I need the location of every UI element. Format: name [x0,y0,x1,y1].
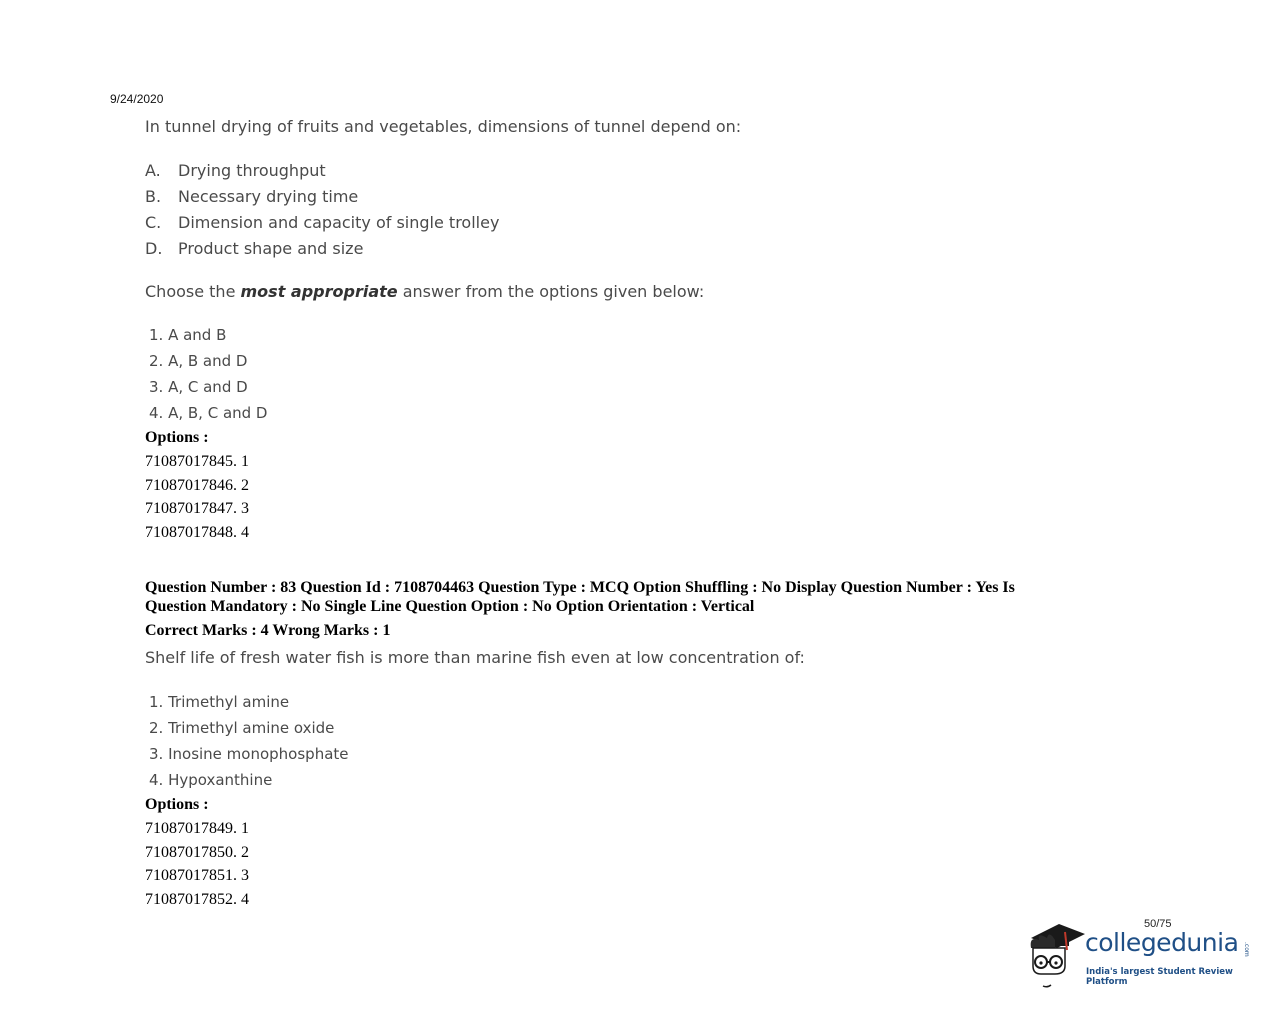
choice-item: 1. Trimethyl amine [149,693,290,711]
statement-item: A. Drying throughput [145,161,326,180]
options-heading: Options : [145,429,209,446]
logo-com: .com [1243,942,1250,957]
choice-item: 3. Inosine monophosphate [149,745,349,763]
option-id-list [145,819,249,914]
answer-instruction: Choose the most appropriate answer from the options given below: [145,282,705,301]
choice-list [149,324,267,428]
question-83-text: Shelf life of fresh water fish is more than marine fish even at low concentration of: [145,648,805,667]
choice-item: 1. A and B [149,326,227,344]
option-id: 71087017852. 4 [145,891,249,909]
collegedunia-logo[interactable] [1025,918,1255,988]
option-id: 71087017845. 1 [145,453,249,470]
choice-item: 3. A, C and D [149,378,248,396]
logo-tagline: India's largest Student Review Platform [1086,967,1233,987]
meta-line: Question Mandatory : No Single Line Question Option : No Option Orientation : Vertical [145,598,755,615]
option-id: 71087017847. 3 [145,500,249,518]
option-id: 71087017850. 2 [145,843,249,861]
question-83-marks: Correct Marks : 4 Wrong Marks : 1 [145,622,391,639]
option-id: 71087017848. 4 [145,524,249,542]
statement-list [145,160,499,264]
choice-item: 2. Trimethyl amine oxide [149,719,335,737]
meta-line: Question Number : 83 Question Id : 7108704463 Question Type : MCQ Option Shuffling : No Display Question Number : Yes Is [145,579,1015,596]
question-83-meta [145,578,1105,616]
option-id: 71087017851. 3 [145,867,249,885]
choice-item: 2. A, B and D [149,352,248,370]
option-id: 71087017849. 1 [145,820,249,837]
statement-item: C. Dimension and capacity of single trolley [145,213,500,232]
choice-item: 4. Hypoxanthine [149,771,273,789]
option-id: 71087017846. 2 [145,476,249,494]
page-number: 50/75 [1144,918,1172,930]
choice-list [149,691,349,795]
page-date: 9/24/2020 [110,92,164,106]
logo-wordmark: collegedunia [1085,928,1239,957]
statement-item: D. Product shape and size [145,239,364,258]
statement-item: B. Necessary drying time [145,187,359,206]
choice-item: 4. A, B, C and D [149,404,268,422]
options-heading: Options : [145,796,209,813]
option-id-list [145,452,249,547]
question-82-text: In tunnel drying of fruits and vegetables, dimensions of tunnel depend on: [145,117,742,136]
mascot-icon [1025,918,1087,988]
